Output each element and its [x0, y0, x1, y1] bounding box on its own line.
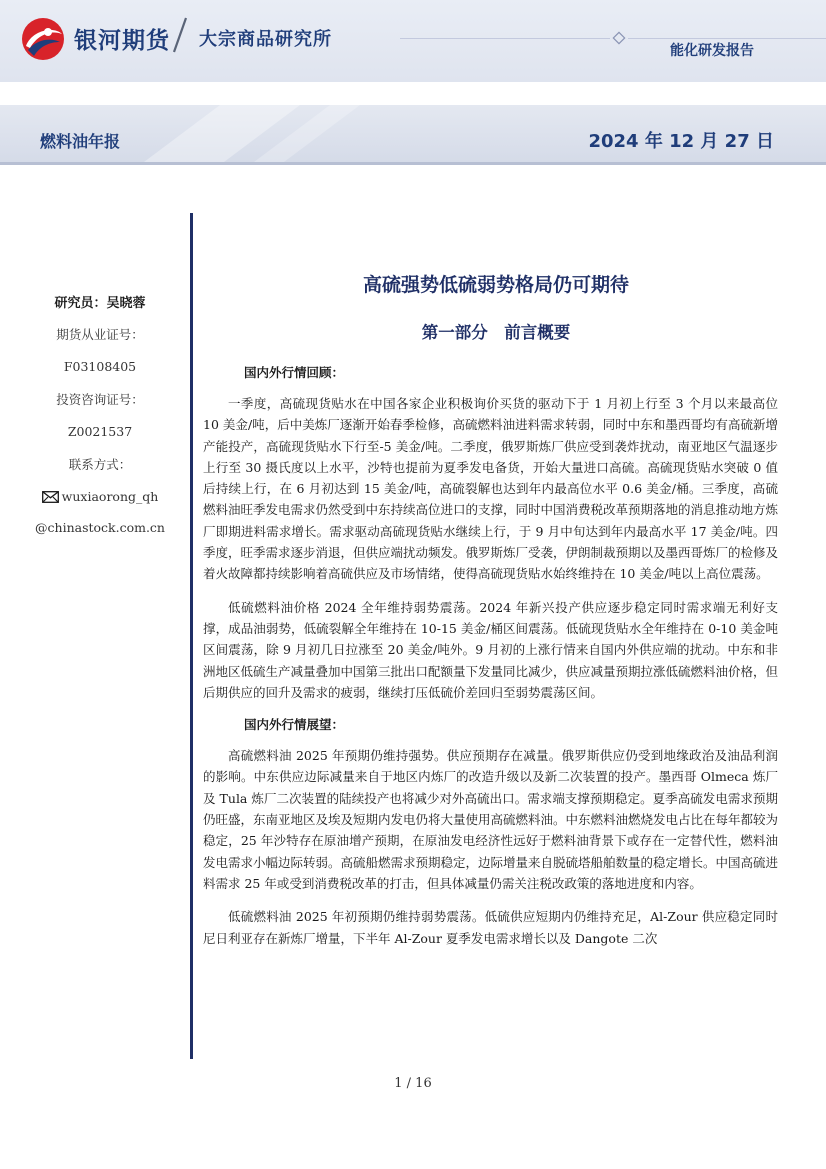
report-date: 2024 年 12 月 27 日 — [588, 131, 774, 152]
institute-name: 大宗商品研究所 — [199, 29, 332, 50]
outlook-paragraph-high-sulfur: 高硫燃料油 2025 年预期仍维持强势。供应预期存在减量。俄罗斯供应仍受到地缘政治及油品利润的影响。中东供应边际减量来自于地区内炼厂的改造升级以及新二次装置的投产。墨西哥 Olmeca 炼厂及 Tula 炼厂二次装置的陆续投产也将减少对外高硫出口。需求端支撑预期稳定。夏季高硫发电需求预期仍旺盛，东南亚地区及埃及短期内发电仍将大量使用高硫燃料油。中东燃料油燃烧发电占比在每年都较为稳定，25 年沙特存在原油增产预期，在原油发电经济性远好于燃料油背景下或存在一定替代性，燃料油发电需求小幅边际转弱。高硫船燃需求预期稳定，边际增量来自脱硫塔船舶数量的稳定增长。中国高硫进料需求 25 年或受到消费税改革的打击，但具体减量仍需关注税改政策的落地进度和内容。 — [203, 748, 779, 891]
brand-divider — [171, 16, 189, 54]
document-title: 高硫强势低硫弱势格局仍可期待 — [362, 274, 629, 296]
review-paragraph-high-sulfur: 一季度，高硫现货贴水在中国各家企业积极询价买货的驱动下于 1 月初上行至 3 个月以来最高位 10 美金/吨，后中美炼厂逐渐开始春季检修，高硫燃料油进料需求转弱，同时中东和墨西哥均有高硫新增产能投产，高硫现货贴水下行至-5 美金/吨。二季度，俄罗斯炼厂供应受到袭炸扰动，南亚地区气温逐步上行至 30 摄氏度以上水平，沙特也提前为夏季发电备货，开始大量进口高硫。高硫现货贴水突破 0 值后持续上行，在 6 月初达到 15 美金/吨，高硫裂解也达到年内最高位水平 0.6 美金/桶。三季度，高硫燃料油旺季发电需求仍然受到中东持续高位进口的支撑，同时中国消费税改革预期落地的消息推动地方炼厂即期进料需求增长。需求驱动高硫现货贴水继续上行，于 9 月中旬达到年内最高水平 17 美金/吨。四季度，旺季需求逐步消退，但供应端扰动频发。俄罗斯炼厂受袭，伊朗制裁预期以及墨西哥炼厂的检修及着火故障都持续影响着高硫供应及市场情绪，使得高硫现货贴水始终维持在 10 美金/吨以上高位震荡。 — [203, 396, 779, 582]
brand-name: 银河期货 — [74, 28, 170, 54]
futures-cert-label: 期货从业证号： — [56, 327, 144, 342]
galaxy-futures-logo — [18, 16, 68, 62]
header-deco-line — [628, 38, 826, 39]
header-band — [0, 0, 826, 82]
report-type: 能化研发报告 — [670, 43, 754, 59]
header-deco-line — [400, 38, 610, 39]
page-number: 1 / 16 — [394, 1076, 432, 1091]
email-address-part1[interactable]: wuxiaorong_qh — [61, 489, 159, 504]
outlook-paragraph-low-sulfur: 低硫燃料油 2025 年初预期仍维持弱势震荡。低硫供应短期内仍维持充足，Al-Zour 供应稳定同时尼日利亚存在新炼厂增量，下半年 Al-Zour 夏季发电需求增长以及 Dangote 二次 — [203, 909, 778, 946]
review-paragraph-low-sulfur: 低硫燃料油价格 2024 全年维持弱势震荡。2024 年新兴投产供应逐步稳定同时需求端无利好支撑，成品油弱势，低硫裂解全年维持在 10-15 美金/桶区间震荡。低硫现货贴水全年维持在 0-10 美金吨区间震荡，除 9 月初几日拉涨至 20 美金/吨外。9 月初的上涨行情来自国内外供应端的扰动。中东和非洲地区低硫生产减量叠加中国第三批出口配额量下发量同比减少，供应减量预期拉涨低硫燃料油价格，但后期供应的回升及需求的疲弱，继续打压低硫价差回归至弱势震荡区间。 — [203, 599, 779, 700]
mail-icon — [42, 491, 59, 503]
analyst-sidebar — [30, 292, 170, 551]
diamond-icon — [612, 31, 626, 45]
outlook-heading: 国内外行情展望： — [244, 717, 345, 733]
title-band-deco — [100, 105, 360, 165]
contact-label: 联系方式： — [68, 457, 132, 472]
main-content — [200, 270, 778, 949]
review-heading: 国内外行情回顾： — [244, 365, 345, 380]
advisory-cert-number: Z0021537 — [67, 424, 133, 439]
advisory-cert-label: 投资咨询证号： — [56, 392, 144, 407]
title-band — [0, 105, 826, 165]
vertical-divider — [190, 213, 193, 1059]
futures-cert-number: F03108405 — [63, 359, 137, 374]
email-address-part2[interactable]: @chinastock.com.cn — [35, 520, 165, 535]
product-name: 燃料油年报 — [40, 132, 121, 151]
email-line[interactable] — [30, 489, 170, 504]
section-title: 第一部分 前言概要 — [421, 323, 571, 342]
analyst-name: 研究员：吴晓蓉 — [54, 296, 146, 311]
